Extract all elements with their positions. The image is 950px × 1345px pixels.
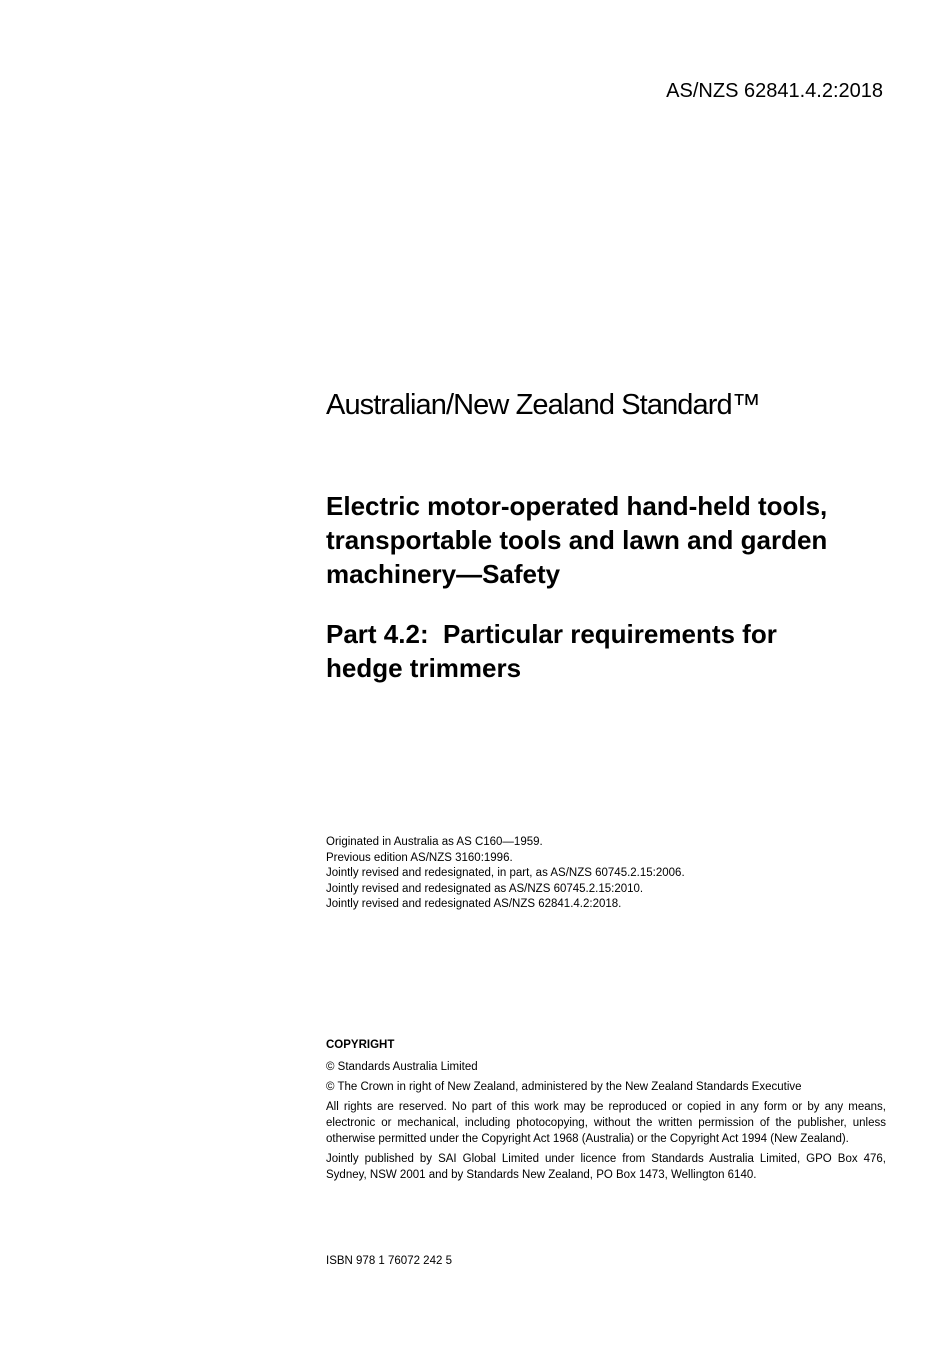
part-title-line: hedge trimmers <box>326 653 522 683</box>
standard-label: Australian/New Zealand Standard™ <box>326 389 760 421</box>
copyright-block <box>326 1037 886 1187</box>
part-title-line: Part 4.2: Particular requirements for <box>326 619 777 649</box>
history-item: Jointly revised and redesignated as AS/NZS 60745.2.15:2010. <box>326 882 644 895</box>
history-item: Previous edition AS/NZS 3160:1996. <box>326 851 513 864</box>
publisher-statement: Jointly published by SAI Global Limited under licence from Standards Australia Limited, GPO Box 476, Sydney, NSW 2001 and by Standards New Zealand, PO Box 1473, Wellington 6140. <box>326 1153 886 1181</box>
main-title <box>326 489 886 591</box>
isbn: ISBN 978 1 76072 242 5 <box>326 1255 452 1267</box>
main-title-line: Electric motor-operated hand-held tools, <box>326 491 828 521</box>
copyright-owner-nz: © The Crown in right of New Zealand, administered by the New Zealand Standards Executive <box>326 1081 802 1093</box>
edition-history <box>326 835 886 913</box>
history-item: Jointly revised and redesignated AS/NZS 62841.4.2:2018. <box>326 898 622 910</box>
main-title-line: transportable tools and lawn and garden <box>326 525 828 555</box>
part-title <box>326 617 886 685</box>
main-title-line: machinery—Safety <box>326 559 561 589</box>
rights-statement: All rights are reserved. No part of this work may be reproduced or copied in any form or by any means, electronic or mechanical, including photocopying, without the written permission of the publisher, unless otherwise permitted under the Copyright Act 1968 (Australia) or the Copyright Act 1994 (New Zealand). <box>326 1101 886 1145</box>
document-number: AS/NZS 62841.4.2:2018 <box>666 80 883 102</box>
history-item: Jointly revised and redesignated, in part, as AS/NZS 60745.2.15:2006. <box>326 867 685 879</box>
copyright-owner-au: © Standards Australia Limited <box>326 1061 478 1073</box>
history-item: Originated in Australia as AS C160—1959. <box>326 836 543 848</box>
copyright-heading: COPYRIGHT <box>326 1039 395 1051</box>
